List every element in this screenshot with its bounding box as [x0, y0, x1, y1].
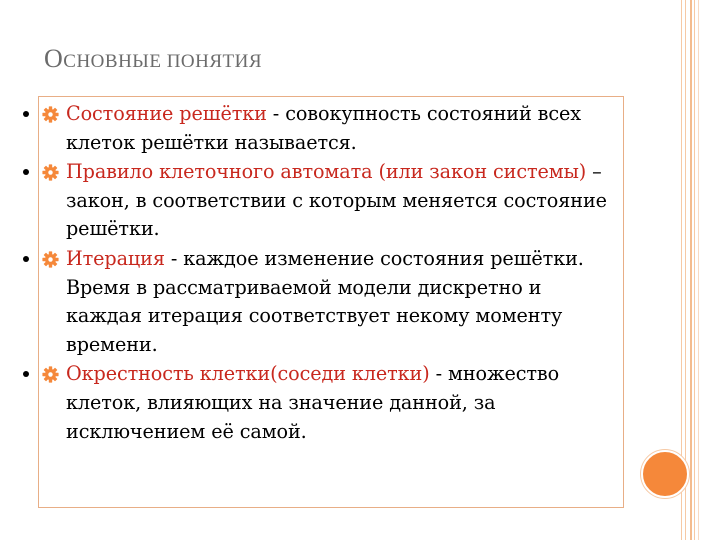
- term: Состояние решётки: [66, 102, 267, 125]
- decorative-stripe: [698, 0, 699, 540]
- term: Окрестность клетки(соседи клетки): [66, 362, 430, 386]
- definition: - совокупность состояний всех клеток решётки называется.: [66, 102, 581, 154]
- list-item: [42, 245, 622, 359]
- term: Итерация: [66, 246, 165, 270]
- decorative-stripe: [694, 0, 695, 540]
- decorative-circle: [641, 450, 689, 498]
- list-item: [42, 100, 622, 157]
- gear-cog-icon: [42, 366, 59, 383]
- definition: - множество клеток, влияющих на значение данной, за исключением её самой.: [66, 362, 560, 443]
- title-rest: СНОВНЫЕ ПОНЯТИЯ: [63, 51, 263, 72]
- slide-title: [44, 44, 262, 74]
- title-initial: О: [44, 44, 64, 73]
- definition: – закон, в соответствии с которым меняется состояние решётки.: [66, 160, 607, 241]
- term: Правило клеточного автомата (или закон системы): [66, 160, 587, 184]
- gear-cog-icon: [42, 251, 59, 268]
- decorative-stripe: [690, 0, 692, 540]
- gear-cog-icon: [42, 164, 59, 181]
- gear-cog-icon: [42, 106, 59, 123]
- bullet-list: [42, 100, 622, 447]
- decorative-stripe: [685, 0, 686, 540]
- list-item: [42, 360, 622, 446]
- definition: - каждое изменение состояния решётки. Время в рассматриваемой модели дискретно и каждая итерация соответствует некому моменту времени.: [66, 246, 584, 356]
- list-item: [42, 158, 622, 244]
